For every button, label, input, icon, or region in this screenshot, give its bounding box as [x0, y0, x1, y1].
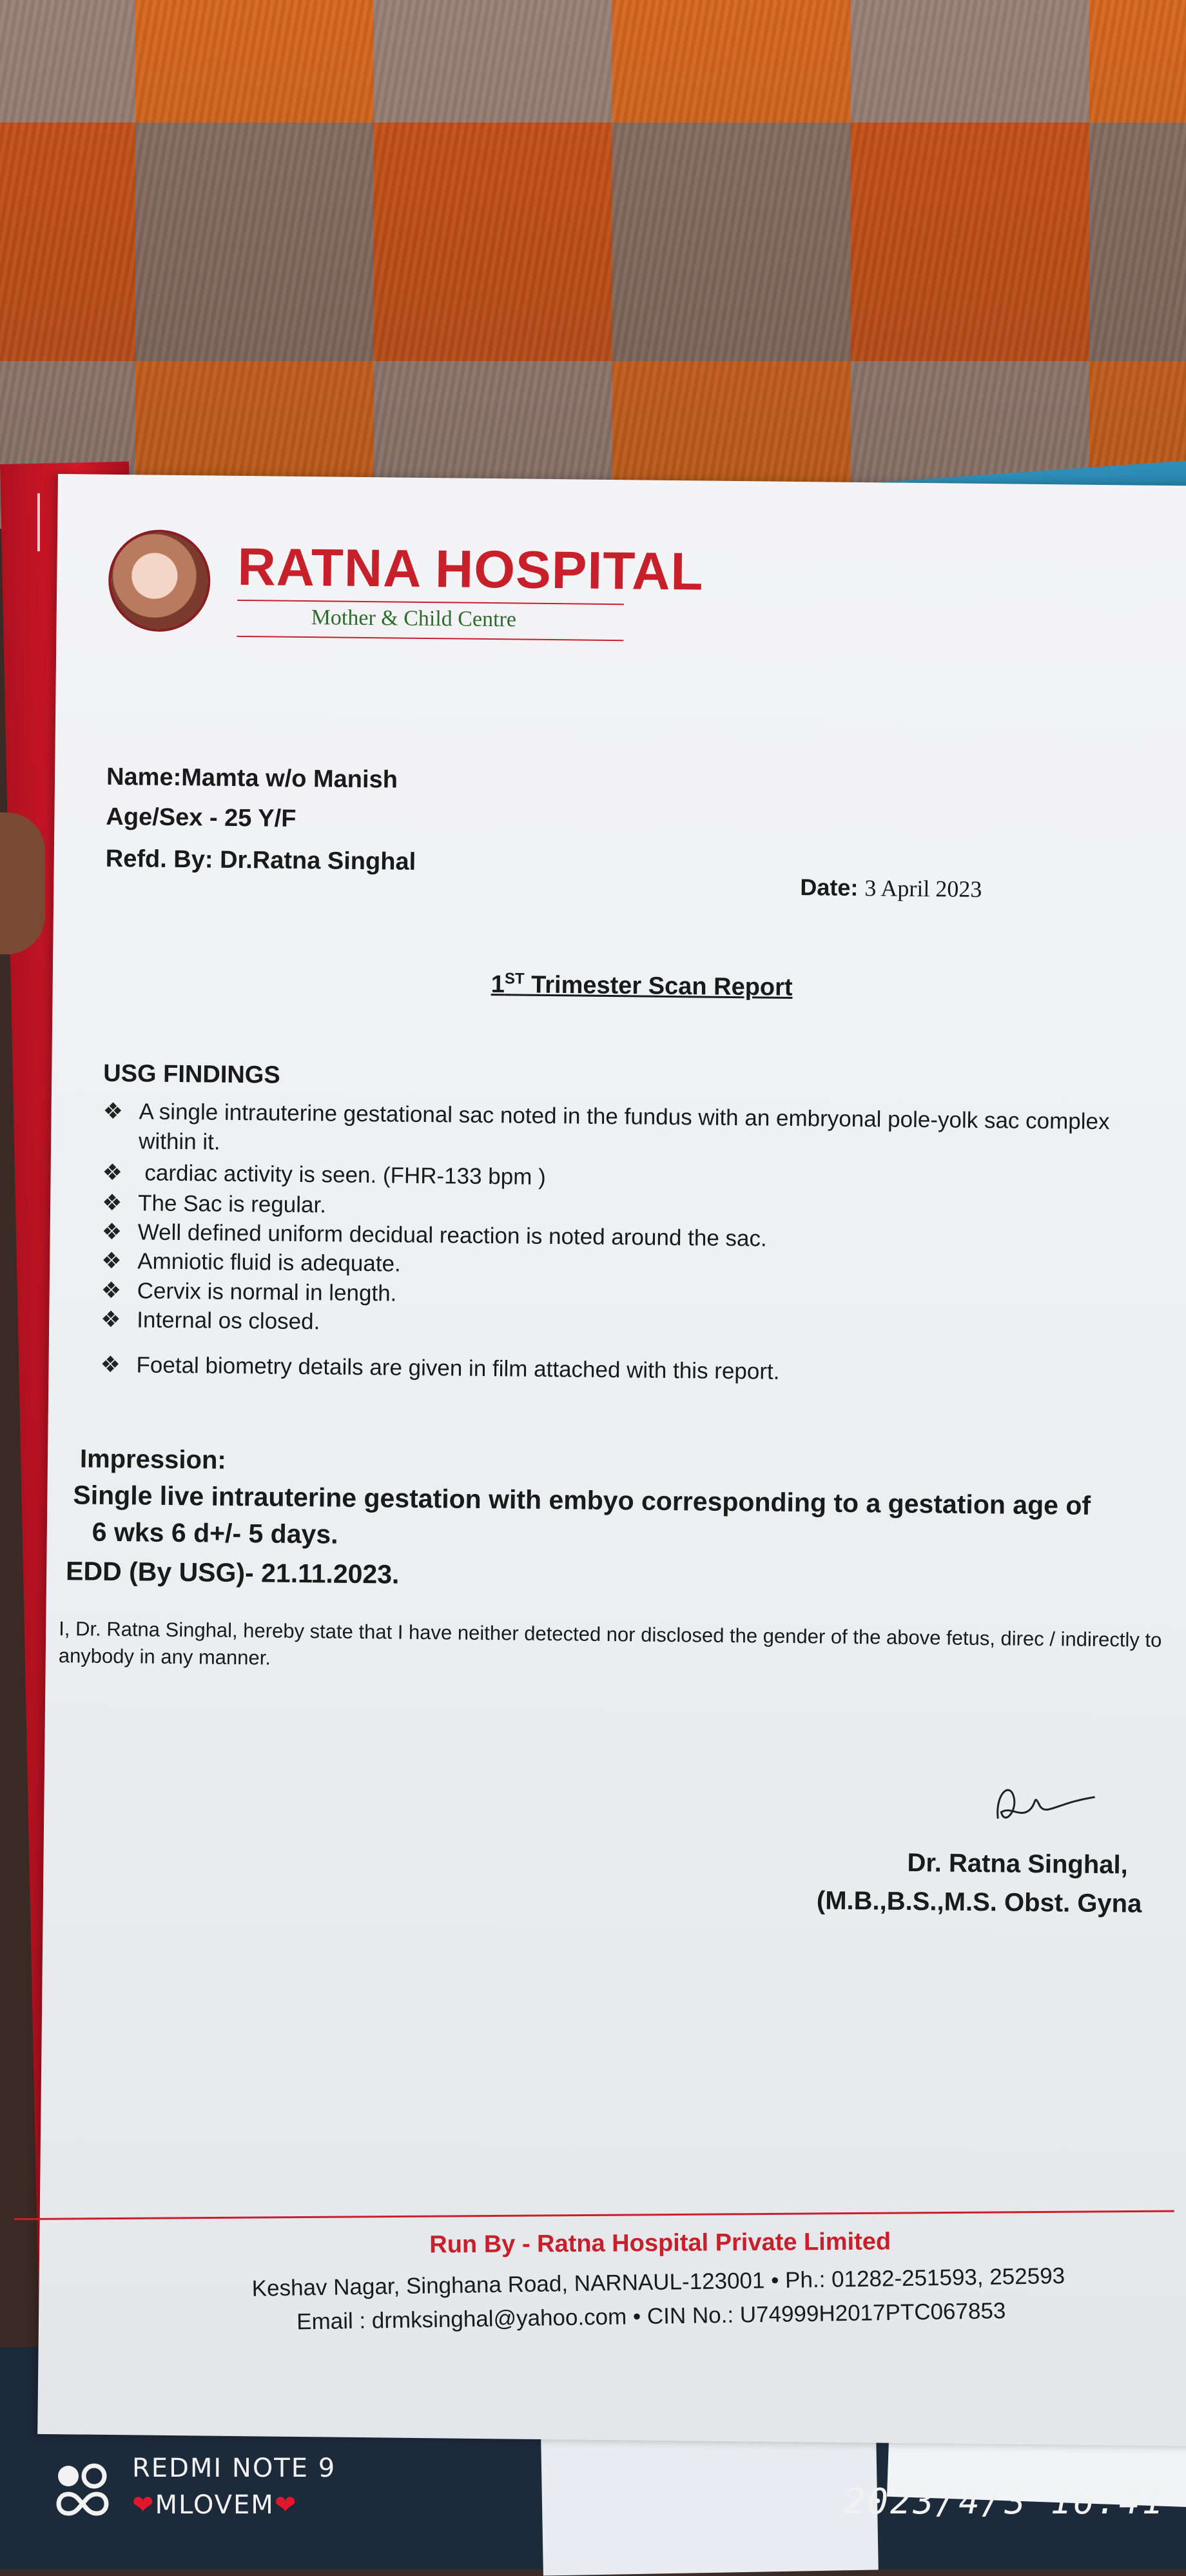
edd-line: EDD (By USG)- 21.11.2023.: [65, 1556, 400, 1589]
finding-text: A single intrauterine gestational sac noted in the fundus with an embryonal pole-yolk sac complex within it.: [138, 1099, 1110, 1155]
diamond-bullet-icon: ❖: [101, 1219, 122, 1245]
date-value: 3 April 2023: [864, 875, 982, 903]
patient-age-sex: Age/Sex - 25 Y/F: [106, 803, 296, 832]
watermark-device: REDMI NOTE 9: [132, 2453, 336, 2483]
doctor-name: Dr. Ratna Singhal,: [907, 1848, 1129, 1880]
finding-item: [100, 1350, 1144, 1391]
finding-text: Cervix is normal in length.: [137, 1278, 397, 1306]
hospital-logo-icon: [108, 529, 211, 633]
diamond-bullet-icon: ❖: [100, 1352, 121, 1378]
report-title: [491, 970, 793, 1002]
date-label: Date:: [800, 874, 859, 901]
findings-heading: USG FINDINGS: [103, 1059, 280, 1089]
header-rule-bottom: [237, 636, 623, 641]
declaration-text: I, Dr. Ratna Singhal, hereby state that I have neither detected nor disclosed the gender of the above fetus, direc / indirectly to anybody in any manner.: [58, 1617, 1162, 1669]
heart-icon: ❤: [132, 2490, 155, 2520]
diamond-bullet-icon: ❖: [101, 1277, 122, 1304]
patient-name: Name:Mamta w/o Manish: [106, 763, 398, 794]
diamond-bullet-icon: ❖: [101, 1248, 122, 1274]
thumb: [0, 812, 45, 954]
footer-email-cin: Email : drmksinghal@yahoo.com • CIN No.: U74999H2017PTC067853: [296, 2298, 1006, 2335]
finding-text: The Sac is regular.: [137, 1190, 327, 1218]
finding-text: Foetal biometry details are given in film attached with this report.: [136, 1352, 780, 1384]
diamond-bullet-icon: ❖: [102, 1098, 124, 1125]
hospital-name: RATNA HOSPITAL: [237, 537, 705, 602]
report-date: [800, 874, 982, 903]
folder-mark: [37, 493, 40, 551]
doctor-signature: [985, 1773, 1102, 1839]
footer-rule: [14, 2210, 1174, 2221]
report-paper: [37, 474, 1186, 2446]
footer-title: Run By - Ratna Hospital Private Limited: [429, 2228, 891, 2259]
blanket-texture: [0, 0, 1186, 529]
hospital-subtitle: Mother & Child Centre: [311, 605, 517, 632]
impression-heading: Impression:: [79, 1444, 226, 1475]
title-superscript: ST: [504, 970, 525, 988]
finding-text: cardiac activity is seen. (FHR-133 bpm ): [138, 1160, 546, 1190]
impression-text: Single live intrauterine gestation with embyo corresponding to a gestation age of: [73, 1480, 1091, 1520]
referred-by: Refd. By: Dr.Ratna Singhal: [105, 845, 416, 876]
camera-logo-icon: [50, 2457, 115, 2521]
finding-text: Internal os closed.: [137, 1307, 320, 1335]
heart-icon: ❤: [274, 2490, 298, 2520]
impression-gestation-age: 6 wks 6 d+/- 5 days.: [92, 1517, 338, 1549]
diamond-bullet-icon: ❖: [101, 1190, 122, 1216]
doctor-qualification: (M.B.,B.S.,M.S. Obst. Gyna: [816, 1886, 1142, 1918]
watermark-timestamp: 2023/4/3 16:41: [844, 2481, 1165, 2522]
watermark-user-text: MLOVEM: [155, 2490, 275, 2520]
diamond-bullet-icon: ❖: [101, 1306, 121, 1333]
title-prefix: 1: [491, 970, 505, 998]
watermark-user: [132, 2490, 297, 2520]
footer-address: Keshav Nagar, Singhana Road, NARNAUL-123001 • Ph.: 01282-251593, 252593: [251, 2263, 1065, 2301]
finding-text: Well defined uniform decidual reaction is noted around the sac.: [137, 1219, 767, 1252]
title-text: Trimester Scan Report: [524, 971, 793, 1001]
diamond-bullet-icon: ❖: [102, 1159, 123, 1186]
finding-text: Amniotic fluid is adequate.: [137, 1248, 401, 1277]
finding-item: [102, 1097, 1147, 1167]
